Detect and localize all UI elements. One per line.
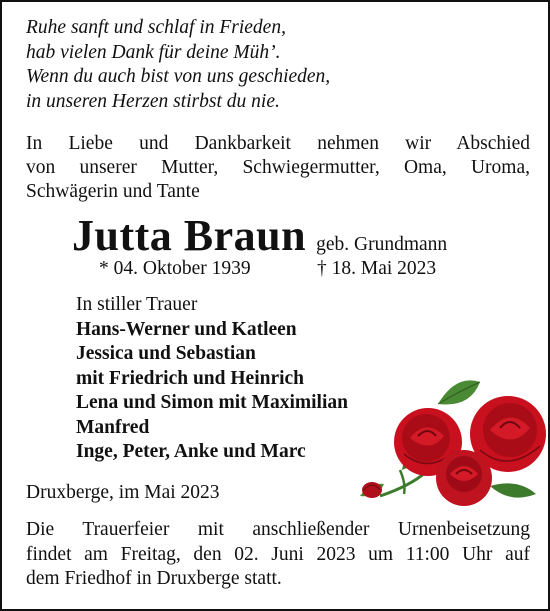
poem-line: Wenn du auch bist von uns geschieden, bbox=[26, 66, 331, 87]
birth-date: * 04. Oktober 1939 bbox=[99, 258, 251, 279]
poem-line: in unseren Herzen stirbst du nie. bbox=[26, 90, 280, 112]
memorial-poem bbox=[26, 16, 330, 114]
funeral-info bbox=[26, 518, 530, 592]
poem-line: Ruhe sanft und schlaf in Frieden, bbox=[26, 17, 286, 38]
red-roses-image bbox=[340, 374, 550, 510]
intro-line: von unserer Mutter, Schwiegermutter, Oma, Uroma, bbox=[26, 157, 530, 178]
farewell-intro bbox=[26, 132, 530, 204]
deceased-name: Jutta Braun bbox=[72, 211, 307, 260]
place-and-date: Druxberge, im Mai 2023 bbox=[26, 482, 220, 503]
mourner-entry: Jessica und Sebastian bbox=[76, 343, 256, 364]
mourner-entry: Hans-Werner und Katleen bbox=[76, 318, 297, 340]
funeral-line: Die Trauerfeier mit anschließender Urnenbeisetzung bbox=[26, 519, 530, 540]
mourner-entry: Manfred bbox=[76, 416, 150, 438]
mourners-heading: In stiller Trauer bbox=[76, 294, 198, 315]
intro-line: In Liebe und Dankbarkeit nehmen wir Abschied bbox=[26, 133, 530, 154]
maiden-name: geb. Grundmann bbox=[316, 234, 448, 255]
deceased-name-row bbox=[72, 210, 447, 261]
mourners-list bbox=[76, 293, 348, 465]
funeral-line: findet am Freitag, den 02. Juni 2023 um 11:00 Uhr auf bbox=[26, 543, 530, 565]
death-date: † 18. Mai 2023 bbox=[317, 258, 437, 279]
funeral-line: dem Friedhof in Druxberge statt. bbox=[26, 568, 282, 589]
mourner-entry: Lena und Simon mit Maximilian bbox=[76, 392, 348, 413]
mourner-entry: Inge, Peter, Anke und Marc bbox=[76, 441, 306, 462]
intro-line: Schwägerin und Tante bbox=[26, 181, 200, 202]
poem-line: hab vielen Dank für deine Müh’. bbox=[26, 41, 281, 63]
mourner-entry: mit Friedrich und Heinrich bbox=[76, 367, 305, 389]
